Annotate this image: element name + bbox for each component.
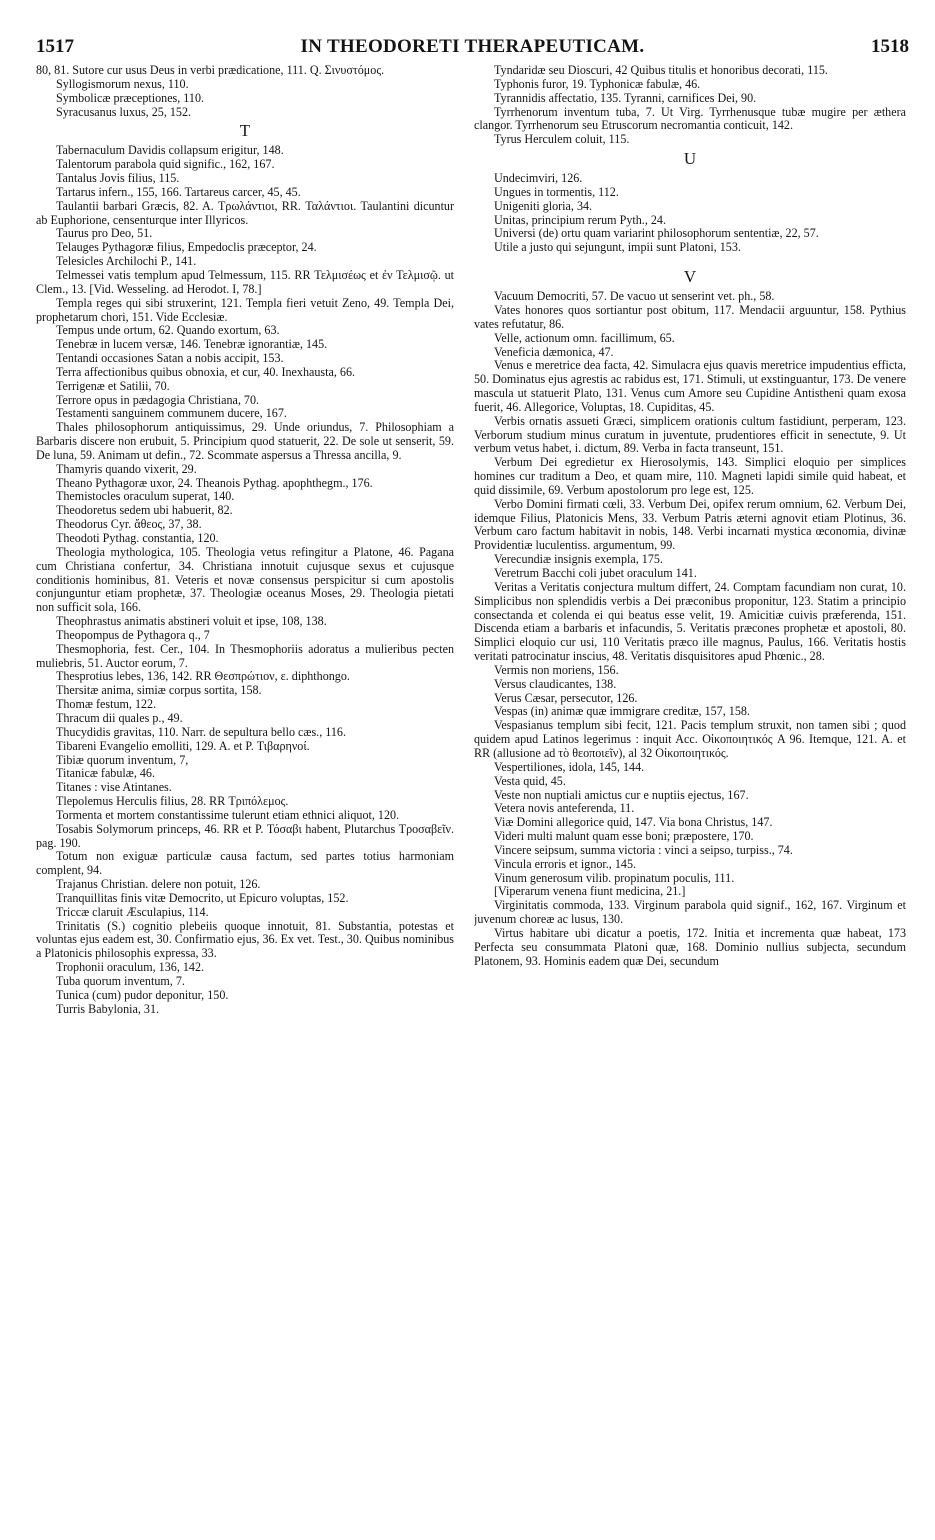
index-entry: Thales philosophorum antiquissimus, 29. Unde oriundus, 7. Philosophiam a Barbaris discere non erubuit, 5. Principium quod statuerit, 22. De sole ut senserit, 59. De luna, 59. Animam ut defin., 72. Scommate aspersus a Thressa ancilla, 9. <box>36 420 454 462</box>
index-entry: Thucydidis gravitas, 110. Narr. de sepultura bello cæs., 116. <box>56 724 346 739</box>
index-entry: Tantalus Jovis filius, 115. <box>56 171 180 186</box>
index-entry: Syracusanus luxus, 25, 152. <box>56 104 192 119</box>
index-entry: Unitas, principium rerum Pyth., 24. <box>494 212 666 227</box>
index-entry: Turris Babylonia, 31. <box>56 1001 160 1016</box>
index-entry: Thersitæ anima, simiæ corpus sortita, 158. <box>56 683 262 698</box>
index-entry: Trophonii oraculum, 136, 142. <box>56 960 205 975</box>
left-column <box>36 64 454 1524</box>
index-entry: Thracum dii quales p., 49. <box>56 710 183 725</box>
index-entry: Trinitatis (S.) cognitio plebeiis quoque innotuit, 81. Substantia, potestas et voluntas ejus eadem est, 30. Confirmatio ejus, 36. Ex vet. Test., 30. Quibus nominibus a Platonicis philosophis expressa, 33. <box>36 918 454 961</box>
index-entry: Theodoti Pythag. constantia, 120. <box>56 531 219 545</box>
index-entry: Terra affectionibus quibus obnoxia, et cur, 40. Inexhausta, 66. <box>56 364 356 379</box>
index-entry: Tyrus Herculem coluit, 115. <box>494 132 630 147</box>
index-entry: Tranquillitas finis vitæ Democrito, ut Epicuro voluptas, 152. <box>56 890 349 905</box>
index-entry: Tunica (cum) pudor deponitur, 150. <box>56 987 229 1002</box>
letter-heading-t: T <box>239 121 251 141</box>
u-entries <box>474 172 906 255</box>
index-entry: Theophrastus animatis abstineri voluit et ipse, 108, 138. <box>56 614 327 629</box>
index-entry: Themistocles oraculum superat, 140. <box>56 489 235 504</box>
index-entry: Veste non nuptiali amictus cur e nuptiis ejectus, 167. <box>494 787 749 802</box>
index-entry: 80, 81. Sutore cur usus Deus in verbi prædicatione, 111. Q. Σινυστόμος. <box>36 64 385 77</box>
index-entry: Verbo Domini firmati cœli, 33. Verbum Dei, opifex rerum omnium, 62. Verbum Dei, idemque Filius, Platonicis Mens, 33. Verbum Patris æterni agnovit etiam Plotinus, 36. Verbum caro factum habitavit in nobis, 148. Verbi incarnati mystica œconomia, divinæ Providentiæ luculentiss. argumentum, 99. <box>474 496 906 553</box>
index-entry: Vespasianus templum sibi fecit, 121. Pacis templum struxit, non tamen sibi ; quod quidem apud Latinos legerimus : inquit Acc. Οἰκοποιητικός A 96. Itemque, 121. A. et RR (allusione ad τὸ θεοποιεῖν), al 32 Οἰκοποιητικός. <box>474 718 906 760</box>
page-number-right: 1518 <box>871 36 909 57</box>
index-entry: Tibiæ quorum inventum, 7, <box>56 752 189 767</box>
index-entry: Vacuum Democriti, 57. De vacuo ut senserint vet. ph., 58. <box>494 289 775 304</box>
index-entry: Vespertiliones, idola, 145, 144. <box>494 759 645 774</box>
index-entry: Tormenta et mortem constantissime tulerunt etiam ethnici aliquot, 120. <box>56 807 400 822</box>
right-pre-entries <box>474 64 906 147</box>
index-entry: Syllogismorum nexus, 110. <box>56 76 189 91</box>
running-title: IN THEODORETI THERAPEUTICAM. <box>300 36 645 57</box>
index-entry: Telauges Pythagoræ filius, Empedoclis præceptor, 24. <box>56 240 317 255</box>
index-entry: Veretrum Bacchi coli jubet oraculum 141. <box>494 566 697 580</box>
index-entry: Theodorus Cyr. ἄθεος, 37, 38. <box>56 517 202 532</box>
index-entry: Tabernaculum Davidis collapsum erigitur, 148. <box>56 143 284 158</box>
index-entry: Symbolicæ præceptiones, 110. <box>56 90 205 105</box>
index-entry: Templa reges qui sibi struxerint, 121. Templa fieri vetuit Zeno, 49. Templa Dei, prophetarum chori, 151. Vide Ecclesiæ. <box>36 295 454 324</box>
index-entry: Taurus pro Deo, 51. <box>56 226 153 241</box>
index-entry: Veritas a Veritatis conjectura multum differt, 24. Comptam facundiam non curat, 10. Simplicibus non splendidis verbis a Dei præconibus proponitur, 123. Statim a principio consectanda et colenda ei qui beatus esse velit, 19. Amicitiæ cuivis præferenda, 151. Discenda etiam a barbaris et infacundis, 5. Veritatis præcones prophetæ et apostoli, 80. Simplici eloquio cur usi, 110 Veritatis præco ille magnus, Paulus, 166. Veritatis hostis veritati patrocinatur inscius, 48. Veritatis disquisitores apud Phœnic., 28. <box>474 579 906 664</box>
t-entries <box>36 144 454 1016</box>
index-entry: Verecundiæ insignis exempla, 175. <box>494 552 663 567</box>
index-entry: Tosabis Solymorum princeps, 46. RR et P. Τόσαβι habent, Plutarchus Τροσαβεῖν. pag. 190. <box>36 821 454 850</box>
right-column <box>474 64 906 1524</box>
index-entry: Thamyris quando vixerit, 29. <box>56 461 197 476</box>
index-entry: [Viperarum venena fiunt medicina, 21.] <box>494 884 686 899</box>
index-entry: Theopompus de Pythagora q., 7 <box>56 627 210 642</box>
letter-heading-v: V <box>683 267 697 287</box>
index-entry: Telmessei vatis templum apud Telmessum, 115. RR Τελμισέως et ἐν Τελμισῷ. ut Clem., 13. [Vid. Wesseling. ad Herodot. I, 78.] <box>36 267 454 296</box>
index-entry: Verus Cæsar, persecutor, 126. <box>494 690 638 705</box>
index-entry: Theodoretus sedem ubi habuerit, 82. <box>56 503 233 518</box>
letter-heading-u: U <box>683 149 697 169</box>
index-entry: Universi (de) ortu quam variarint philosophorum sententiæ, 22, 57. <box>494 226 819 241</box>
page-header <box>36 34 909 60</box>
index-entry: Versus claudicantes, 138. <box>494 676 617 691</box>
index-entry: Tlepolemus Herculis filius, 28. RR Τριπόλεμος. <box>56 794 289 809</box>
index-entry: Venus e meretrice dea facta, 42. Simulacra ejus quavis meretrice impudentius efficta, 50. Dominatus ejus agrestis ac rabidus est, 171. Stimuli, ut exstinguantur, 173. De venere mascula ut statuerit Plato, 131. Venus cum Amore seu Cupidine Antistheni quam exosa fuerit, 46. Allegorice, Voluptas, 18. Cupiditas, 45. <box>474 358 906 414</box>
index-entry: Verbis ornatis assueti Græci, simplicem orationis cultum fastidiunt, perperam, 123. Verborum studium minus curatum in juventute, prudentiores efficit in senectute, 9. Ut verbum vetus habet, i. dictum, 89. Verba in facta transeunt, 151. <box>474 413 906 456</box>
index-entry: Vetera novis anteferenda, 11. <box>494 801 635 816</box>
index-entry: Theologia mythologica, 105. Theologia vetus refingitur a Platone, 46. Pagana cum Christiana confertur, 34. Christiana innotuit cujusque sexus et cujusque conditionis hominibus, 81. Veteris et novæ consensus perspicitur si cum apostolis conjunguntur etiam prophetæ, 37. Theologiæ oceanus Moses, 29. Theologia pietati non sufficit sola, 166. <box>36 544 454 615</box>
index-entry: Utile a justo qui sejungunt, impii sunt Platoni, 153. <box>494 240 741 255</box>
index-entry: Tyndaridæ seu Dioscuri, 42 Quibus titulis et honoribus decorati, 115. <box>494 64 828 77</box>
index-entry: Vermis non moriens, 156. <box>494 662 619 677</box>
index-entry: Tuba quorum inventum, 7. <box>56 974 185 988</box>
v-entries <box>474 290 906 968</box>
section-gap <box>474 255 906 265</box>
index-entry: Tartarus infern., 155, 166. Tartareus carcer, 45, 45. <box>56 184 301 199</box>
index-entry: Totum non exiguæ particulæ causa factum, sed partes totius harmoniam complent, 94. <box>36 849 454 878</box>
index-entry: Thesprotius lebes, 136, 142. RR Θεσπρώτιον, ε. diphthongo. <box>56 669 350 684</box>
index-entry: Vespas (in) animæ quæ immigrare creditæ, 157, 158. <box>494 704 750 719</box>
index-entry: Thomæ festum, 122. <box>56 697 157 712</box>
index-entry: Titanicæ fabulæ, 46. <box>56 766 155 781</box>
index-entry: Tyrrhenorum inventum tuba, 7. Ut Virg. Tyrrhenusque tubæ mugire per æthera clangor. Tyrrhenorum seu Etruscorum necromantia conticuit, 142. <box>474 104 906 133</box>
index-entry: Unigeniti gloria, 34. <box>494 198 593 213</box>
index-entry: Trajanus Christian. delere non potuit, 126. <box>56 877 261 892</box>
index-entry: Tenebræ in lucem versæ, 146. Tenebræ ignorantiæ, 145. <box>56 337 328 352</box>
index-entry: Tempus unde ortum, 62. Quando exortum, 63. <box>56 323 280 338</box>
index-entry: Testamenti sanguinem communem ducere, 167. <box>56 406 287 421</box>
index-entry: Verbum Dei egredietur ex Hierosolymis, 143. Simplici eloquio per simplices homines cur traditum a Deo, et quam mire, 110. Magneti lapidi simile quid habeat, et quid dissimile, 69. Verbum apostolorum pro lege est, 125. <box>474 455 906 497</box>
index-entry: Tibareni Evangelio emolliti, 129. A. et P. Τιβαρηνοί. <box>56 738 310 753</box>
index-entry: Virtus habitare ubi dicatur a poetis, 172. Initia et incrementa quæ habeat, 173 Perfecta seu consummata Platoni quæ, 168. Dominio nullius subjecta, secundum Platonem, 93. Hominis eadem quæ Dei, secundum <box>474 925 906 968</box>
index-entry: Telesicles Archilochi P., 141. <box>56 254 197 269</box>
page-number-left: 1517 <box>36 36 74 57</box>
index-entry: Triccæ claruit Æsculapius, 114. <box>56 904 209 919</box>
index-entry: Vincula erroris et ignor., 145. <box>494 856 637 871</box>
index-entry: Viæ Domini allegorice quid, 147. Via bona Christus, 147. <box>494 815 773 830</box>
index-entry: Theano Pythagoræ uxor, 24. Theanois Pythag. apophthegm., 176. <box>56 475 373 490</box>
index-entry: Ungues in tormentis, 112. <box>494 184 619 199</box>
index-entry: Veneficia dæmonica, 47. <box>494 344 614 359</box>
index-entry: Talentorum parabola quid signific., 162, 167. <box>56 157 275 172</box>
index-entry: Virginitatis commoda, 133. Virginum parabola quid signif., 162, 167. Virginum et juvenum choreæ ac lusus, 130. <box>474 898 906 927</box>
index-entry: Undecimviri, 126. <box>494 171 583 186</box>
index-entry: Velle, actionum omn. facillimum, 65. <box>494 330 675 345</box>
index-entry: Vincere seipsum, summa victoria : vinci a seipso, turpiss., 74. <box>494 842 793 857</box>
index-entry: Tyrannidis affectatio, 135. Tyranni, carnifices Dei, 90. <box>494 90 757 105</box>
index-entry: Videri multi malunt quam esse boni; præpostere, 170. <box>494 829 754 844</box>
index-entry: Vates honores quos sortiantur post obitum, 117. Mendacii arguuntur, 158. Pythius vates refutatur, 86. <box>474 302 906 331</box>
index-entry: Taulantii barbari Græcis, 82. A. Τρωλάντιοι, RR. Ταλάντιοι. Taulantini dicuntur ab Euphorione, censenturque inter Illyricos. <box>36 198 454 227</box>
index-entry: Thesmophoria, fest. Cer., 104. In Thesmophoriis adoratus a mulieribus pecten muliebris, 51. Auctor eorum, 7. <box>36 641 454 670</box>
index-entry: Terrore opus in pædagogia Christiana, 70. <box>56 392 260 407</box>
index-entry: Vinum generosum vilib. propinatum poculis, 111. <box>494 870 735 885</box>
index-entry: Tentandi occasiones Satan a nobis accipit, 153. <box>56 351 284 366</box>
index-entry: Vesta quid, 45. <box>494 773 566 788</box>
index-entry: Typhonis furor, 19. Typhonicæ fabulæ, 46. <box>494 76 701 91</box>
index-entry: Terrigenæ et Satilii, 70. <box>56 378 170 393</box>
left-pre-entries <box>36 64 454 119</box>
index-entry: Titanes : vise Atintanes. <box>56 780 172 795</box>
